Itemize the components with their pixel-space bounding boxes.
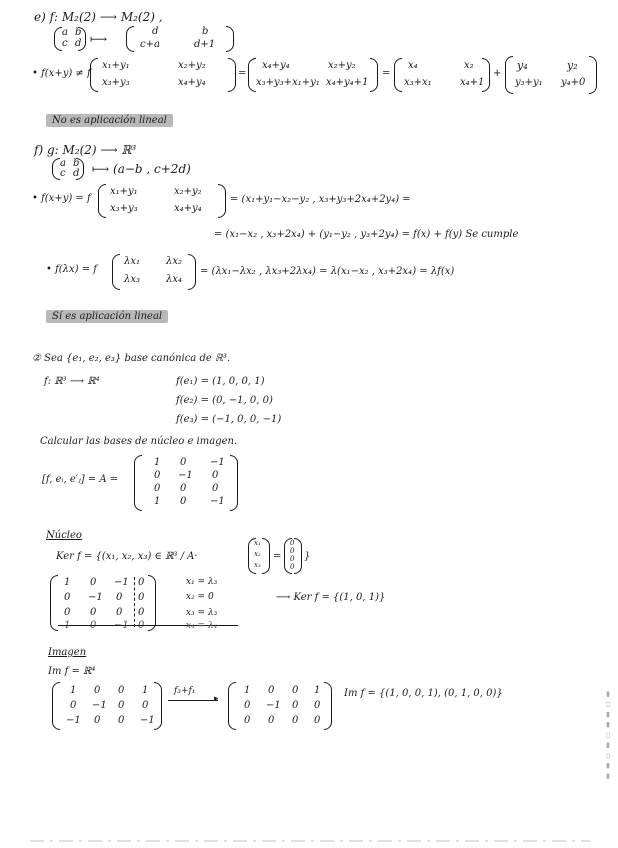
part-e-fy-matrix: y₄ y₂ y₃+y₁ y₄+0 [505,56,597,94]
part-f-additivity-result: = (x₁+y₁−x₂−y₂ , x₃+y₃+2x₄+2y₄) = [230,194,411,205]
part-f-additivity-prefix: • f(x+y) = f [32,193,91,204]
part-e-fx-matrix: x₄ x₂ x₃+x₁ x₄+1 [394,58,490,92]
part-f-domain-matrix: a b c d [52,158,84,180]
part-e-header: e) f: M₂(2) ⟶ M₂(2) , [34,10,163,24]
part-f-sum-matrix: x₁+y₁ x₂+y₂ x₃+y₃ x₄+y₄ [98,184,226,218]
image-e3: f(e₃) = (−1, 0, 0, −1) [176,414,282,425]
image-heading: Imagen [48,647,87,658]
notebook-page: e) f: M₂(2) ⟶ M₂(2) , a b c d ⟼ d b c+a d+1 • f(x+y) ≠ f x₁+y₁ x₂+y₂ x₃+y₃ x₄+y₄ = x₄+y₄ x₂+y₂ x₃+y₃+x₁+y₁ x₄+y₄+1 = x₄ x₂ x₃+x₁ x₄+1 + y₄ y₂ y₃+y₁ y₄+0 No es aplicación lineal f) g: M₂(2) ⟶ ℝ³ a b c d ⟼ (a−b , c+2d) • f(x+y) = f x₁+y₁ x₂+y₂ x₃+y₃ x₄+y₄ = (x₁+y₁−x₂−y₂ , x₃+y₃+2x₄+2y₄) = = (x₁−x₂ , x₃+2x₄) + (y₁−y₂ , y₃+2y₄) = f(x) + f(y) Se cumple • f(λx) = f λx₁ λx₂ λx₃ λx₄ = (λx₁−λx₂ , λx₃+2λx₄) = λ(x₁−x₂ , x₃+2x₄) = λf(x) Sí es aplicación lineal ② Sea {e₁, e₂, e₃} base canónica de ℝ³. f: ℝ³ ⟶ ℝ⁴ f(e₁) = (1, 0, 0, 1) f(e₂) = (0, −1, 0, 0) f(e₃) = (−1, 0, 0, −1) Calcular las bases de núcleo e imagen. [f, eᵢ, e′ⱼ] = A = 1 0 −1 0 −1 0 0 0 0 1 0 −1 Núcleo Ker f = {(x₁, x₂, x₃) ∈ ℝ³ / A· x₁ x₂ x₃ = 0 0 0 0 } 1 0 −1 0 0 −1 0 0 0 0 0 0 1 0 −1 0 x₁ = λ₃ x₂ = 0 x₃ = λ₃ x₄ = λ₄ ⟶ Ker f = {(1, 0, 1)} Imagen Im f = ℝ⁴ 1 0 0 1 0 −1 0 0 −1 0 0 −1 f₃+f₁ ▸ 1 0 0 1 0 −1 0 0 0 0 0 0 Im f = {(1, 0, 0, 1), (0, 1, 0, 0)} ▮ ▯ ▮ ▮ ▯ ▮ ▯ ▮ ▮ [0,0,618,848]
problem-2-statement: ② Sea {e₁, e₂, e₃} base canónica de ℝ³. [32,353,231,364]
problem-2-map: f: ℝ³ ⟶ ℝ⁴ [44,376,100,387]
part-e-additivity-prefix: • f(x+y) ≠ f [32,68,91,79]
kernel-x-vector: x₁ x₂ x₃ [248,538,270,574]
part-f-scalar-matrix: λx₁ λx₂ λx₃ λx₄ [112,254,196,290]
image-result: Im f = {(1, 0, 0, 1), (0, 1, 0, 0)} [344,688,503,699]
scan-margin-artifact: ▮ ▯ ▮ ▮ ▯ ▮ ▯ ▮ ▮ [604,690,612,780]
kernel-solution-x1: x₁ = λ₃ [186,577,218,587]
image-matrix-before: 1 0 0 1 0 −1 0 0 −1 0 0 −1 [52,682,162,730]
part-e-sum-matrix: x₁+y₁ x₂+y₂ x₃+y₃ x₄+y₄ [90,58,236,92]
augmented-divider [134,577,135,627]
part-f-conclusion: Sí es aplicación lineal [46,311,168,323]
kernel-solution-x4: x₄ = λ₄ [186,621,218,631]
part-f-homogeneity-prefix: • f(λx) = f [46,264,97,275]
row-operation-arrow [168,700,218,701]
problem-2-task: Calcular las bases de núcleo e imagen. [40,436,238,447]
part-f-additivity-line2: = (x₁−x₂ , x₃+2x₄) + (y₁−y₂ , y₃+2y₄) = f(x) + f(y) Se cumple [214,229,519,240]
matrix-a-label: [f, eᵢ, e′ⱼ] = A = [42,474,119,485]
maps-to-arrow: ⟼ [90,32,108,46]
kernel-result: ⟶ Ker f = {(1, 0, 1)} [276,592,386,603]
kernel-definition: Ker f = {(x₁, x₂, x₃) ∈ ℝ³ / A· [56,551,198,562]
part-f-mapping: ⟼ (a−b , c+2d) [92,162,191,176]
image-matrix-after: 1 0 0 1 0 −1 0 0 0 0 0 0 [228,682,332,730]
image-e1: f(e₁) = (1, 0, 0, 1) [176,376,265,387]
part-f-homogeneity-result: = (λx₁−λx₂ , λx₃+2λx₄) = λ(x₁−x₂ , x₃+2x₄) = λf(x) [200,266,455,277]
matrix-a: 1 0 −1 0 −1 0 0 0 0 1 0 −1 [134,455,238,511]
row-operation-label: f₃+f₁ [174,686,196,696]
part-e-conclusion: No es aplicación lineal [46,115,173,127]
part-e-domain-matrix: a b c d [54,27,86,51]
arrowhead-icon: ▸ [214,694,219,704]
kernel-solution-x3: x₃ = λ₃ [186,608,218,618]
kernel-heading: Núcleo [46,530,82,541]
kernel-solution-x2: x₂ = 0 [186,592,214,602]
bleed-through-line [30,836,590,846]
image-e2: f(e₂) = (0, −1, 0, 0) [176,395,273,406]
kernel-zero-vector: 0 0 0 0 [284,538,302,574]
part-e-image-matrix: d b c+a d+1 [126,26,234,52]
kernel-augmented-matrix: 1 0 −1 0 0 −1 0 0 0 0 0 0 1 0 −1 0 [50,575,156,631]
part-e-applied-matrix: x₄+y₄ x₂+y₂ x₃+y₃+x₁+y₁ x₄+y₄+1 [248,58,378,92]
part-f-header: f) g: M₂(2) ⟶ ℝ³ [34,143,137,157]
image-definition: Im f = ℝ⁴ [48,666,96,677]
